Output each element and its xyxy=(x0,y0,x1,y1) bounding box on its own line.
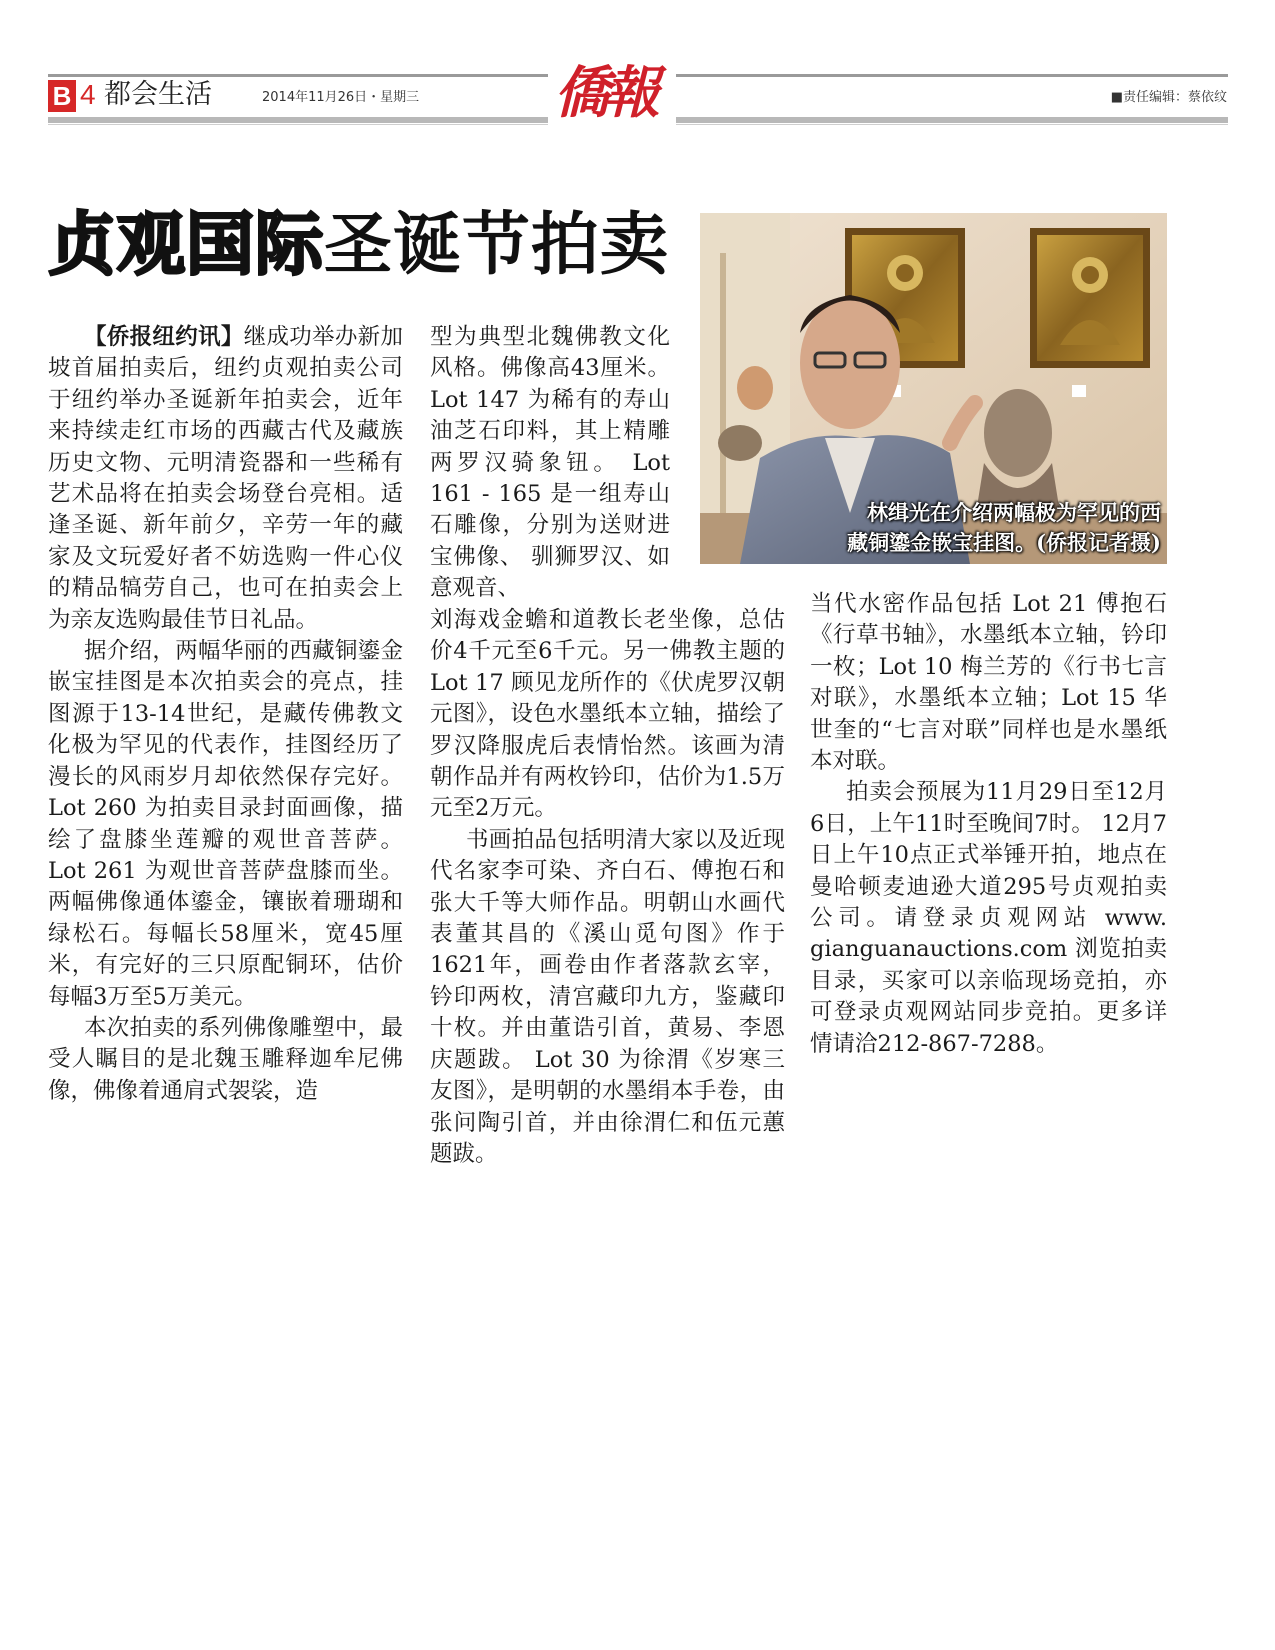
newspaper-logo xyxy=(548,60,676,126)
editor-credit: ■责任编辑：蔡依纹 xyxy=(1110,90,1227,105)
photo-caption-line2: 藏铜鎏金嵌宝挂图。(侨报记者摄) xyxy=(847,530,1161,555)
issue-date: 2014年11月26日・星期三 xyxy=(262,90,420,105)
section-number: 4 xyxy=(80,79,96,110)
photo-caption-line1: 林缉光在介绍两幅极为罕见的西 xyxy=(867,500,1161,525)
article-paragraph-4-continued: 当代水密作品包括 Lot 21 傅抱石《行草书轴》，水墨纸本立轴，钤印一枚；Lot 10 梅兰芳的《行书七言对联》，水墨纸本立轴；Lot 15 华世奎的“七言对联”同样也是水墨纸本对联。 xyxy=(810,591,1167,775)
photo-caption xyxy=(700,498,1167,558)
article-lead: 【侨报纽约讯】 xyxy=(84,324,244,350)
article-column-1 xyxy=(48,322,403,1107)
article-paragraph-4: 书画拍品包括明清大家以及近现代名家李可染、齐白石、傅抱石和张大千等大师作品。明朝山水画代表董其昌的《溪山觅句图》作于1621年，画卷由作者落款玄宰， 钤印两枚，清宫藏印九方，鉴藏印十枚。并由董诰引首，黄易、李恩庆题跋。 Lot 30 为徐渭《岁寒三友图》，是明朝的水墨绢本手卷，由张问陶引首，并由徐渭仁和伍元蕙题跋。 xyxy=(430,826,785,1167)
article-column-3 xyxy=(810,589,1167,1060)
article-column-2 xyxy=(430,605,785,1170)
article-paragraph-5: 拍卖会预展为11月29日至12月6日，上午11时至晚间7时。 12月7日上午10点正式举锤开拍，地点在曼哈顿麦迪逊大道295号贞观拍卖公司。请登录贞观网站 www. gianguanauctions.com 浏览拍卖目录，买家可以亲临现场竞拍，亦可登录贞观网站同步竞拍。更多详情请洽212-867-7288。 xyxy=(810,779,1167,1057)
section-letter: B xyxy=(48,80,76,112)
section-name: 都会生活 xyxy=(104,79,212,110)
article-paragraph-1 xyxy=(48,322,403,636)
headline-outline-part: 贞观国际 xyxy=(48,206,325,285)
article-paragraph-3-continued: 型为典型北魏佛教文化风格。佛像高43厘米。 Lot 147 为稀有的寿山油芝石印料，其上精雕两罗汉骑象钮。 Lot 161 - 165 是一组寿山石雕像，分别为送财进宝佛像、 驯狮罗汉、如意观音、 xyxy=(430,324,670,602)
article-paragraph-3-continued-2: 刘海戏金蟾和道教长老坐像，总估价4千元至6千元。另一佛教主题的 Lot 17 顾见龙所作的《伏虎罗汉朝元图》，设色水墨纸本立轴，描绘了罗汉降服虎后表情怡然。该画为清朝作品并有两枚钤印，估价为1.5万元至2万元。 xyxy=(430,607,785,822)
article-paragraph-3: 本次拍卖的系列佛像雕塑中，最受人瞩目的是北魏玉雕释迦牟尼佛像，佛像着通肩式袈裟，造 xyxy=(48,1014,403,1104)
headline-solid-part: 圣诞节拍卖 xyxy=(324,206,670,285)
article-paragraph-2: 据介绍，两幅华丽的西藏铜鎏金嵌宝挂图是本次拍卖会的亮点，挂图源于13-14世纪，是藏传佛教文化极为罕见的代表作，挂图经历了漫长的风雨岁月却依然保存完好。 Lot 260 为拍卖目录封面画像，描绘了盘膝坐莲瓣的观世音菩萨。 Lot 261 为观世音菩萨盘膝而坐。两幅佛像通体鎏金，镶嵌着珊瑚和绿松石。每幅长58厘米，宽45厘米，有完好的三只原配铜环，估价每幅3万至5万美元。 xyxy=(48,638,403,1010)
headline xyxy=(48,206,669,286)
newspaper-logo-text: 僑報 xyxy=(554,60,654,126)
article-photo xyxy=(700,213,1167,564)
article-column-2-top xyxy=(430,322,670,605)
article-paragraph-1-text: 继成功举办新加坡首届拍卖后，纽约贞观拍卖公司于纽约举办圣诞新年拍卖会，近年来持续走红市场的西藏古代及藏族历史文物、元明清瓷器和一些稀有艺术品将在拍卖会场登台亮相。适逢圣诞、新年前夕，辛劳一年的藏家及文玩爱好者不妨选购一件心仪的精品犒劳自己，也可在拍卖会上为亲友选购最佳节日礼品。 xyxy=(48,324,403,633)
